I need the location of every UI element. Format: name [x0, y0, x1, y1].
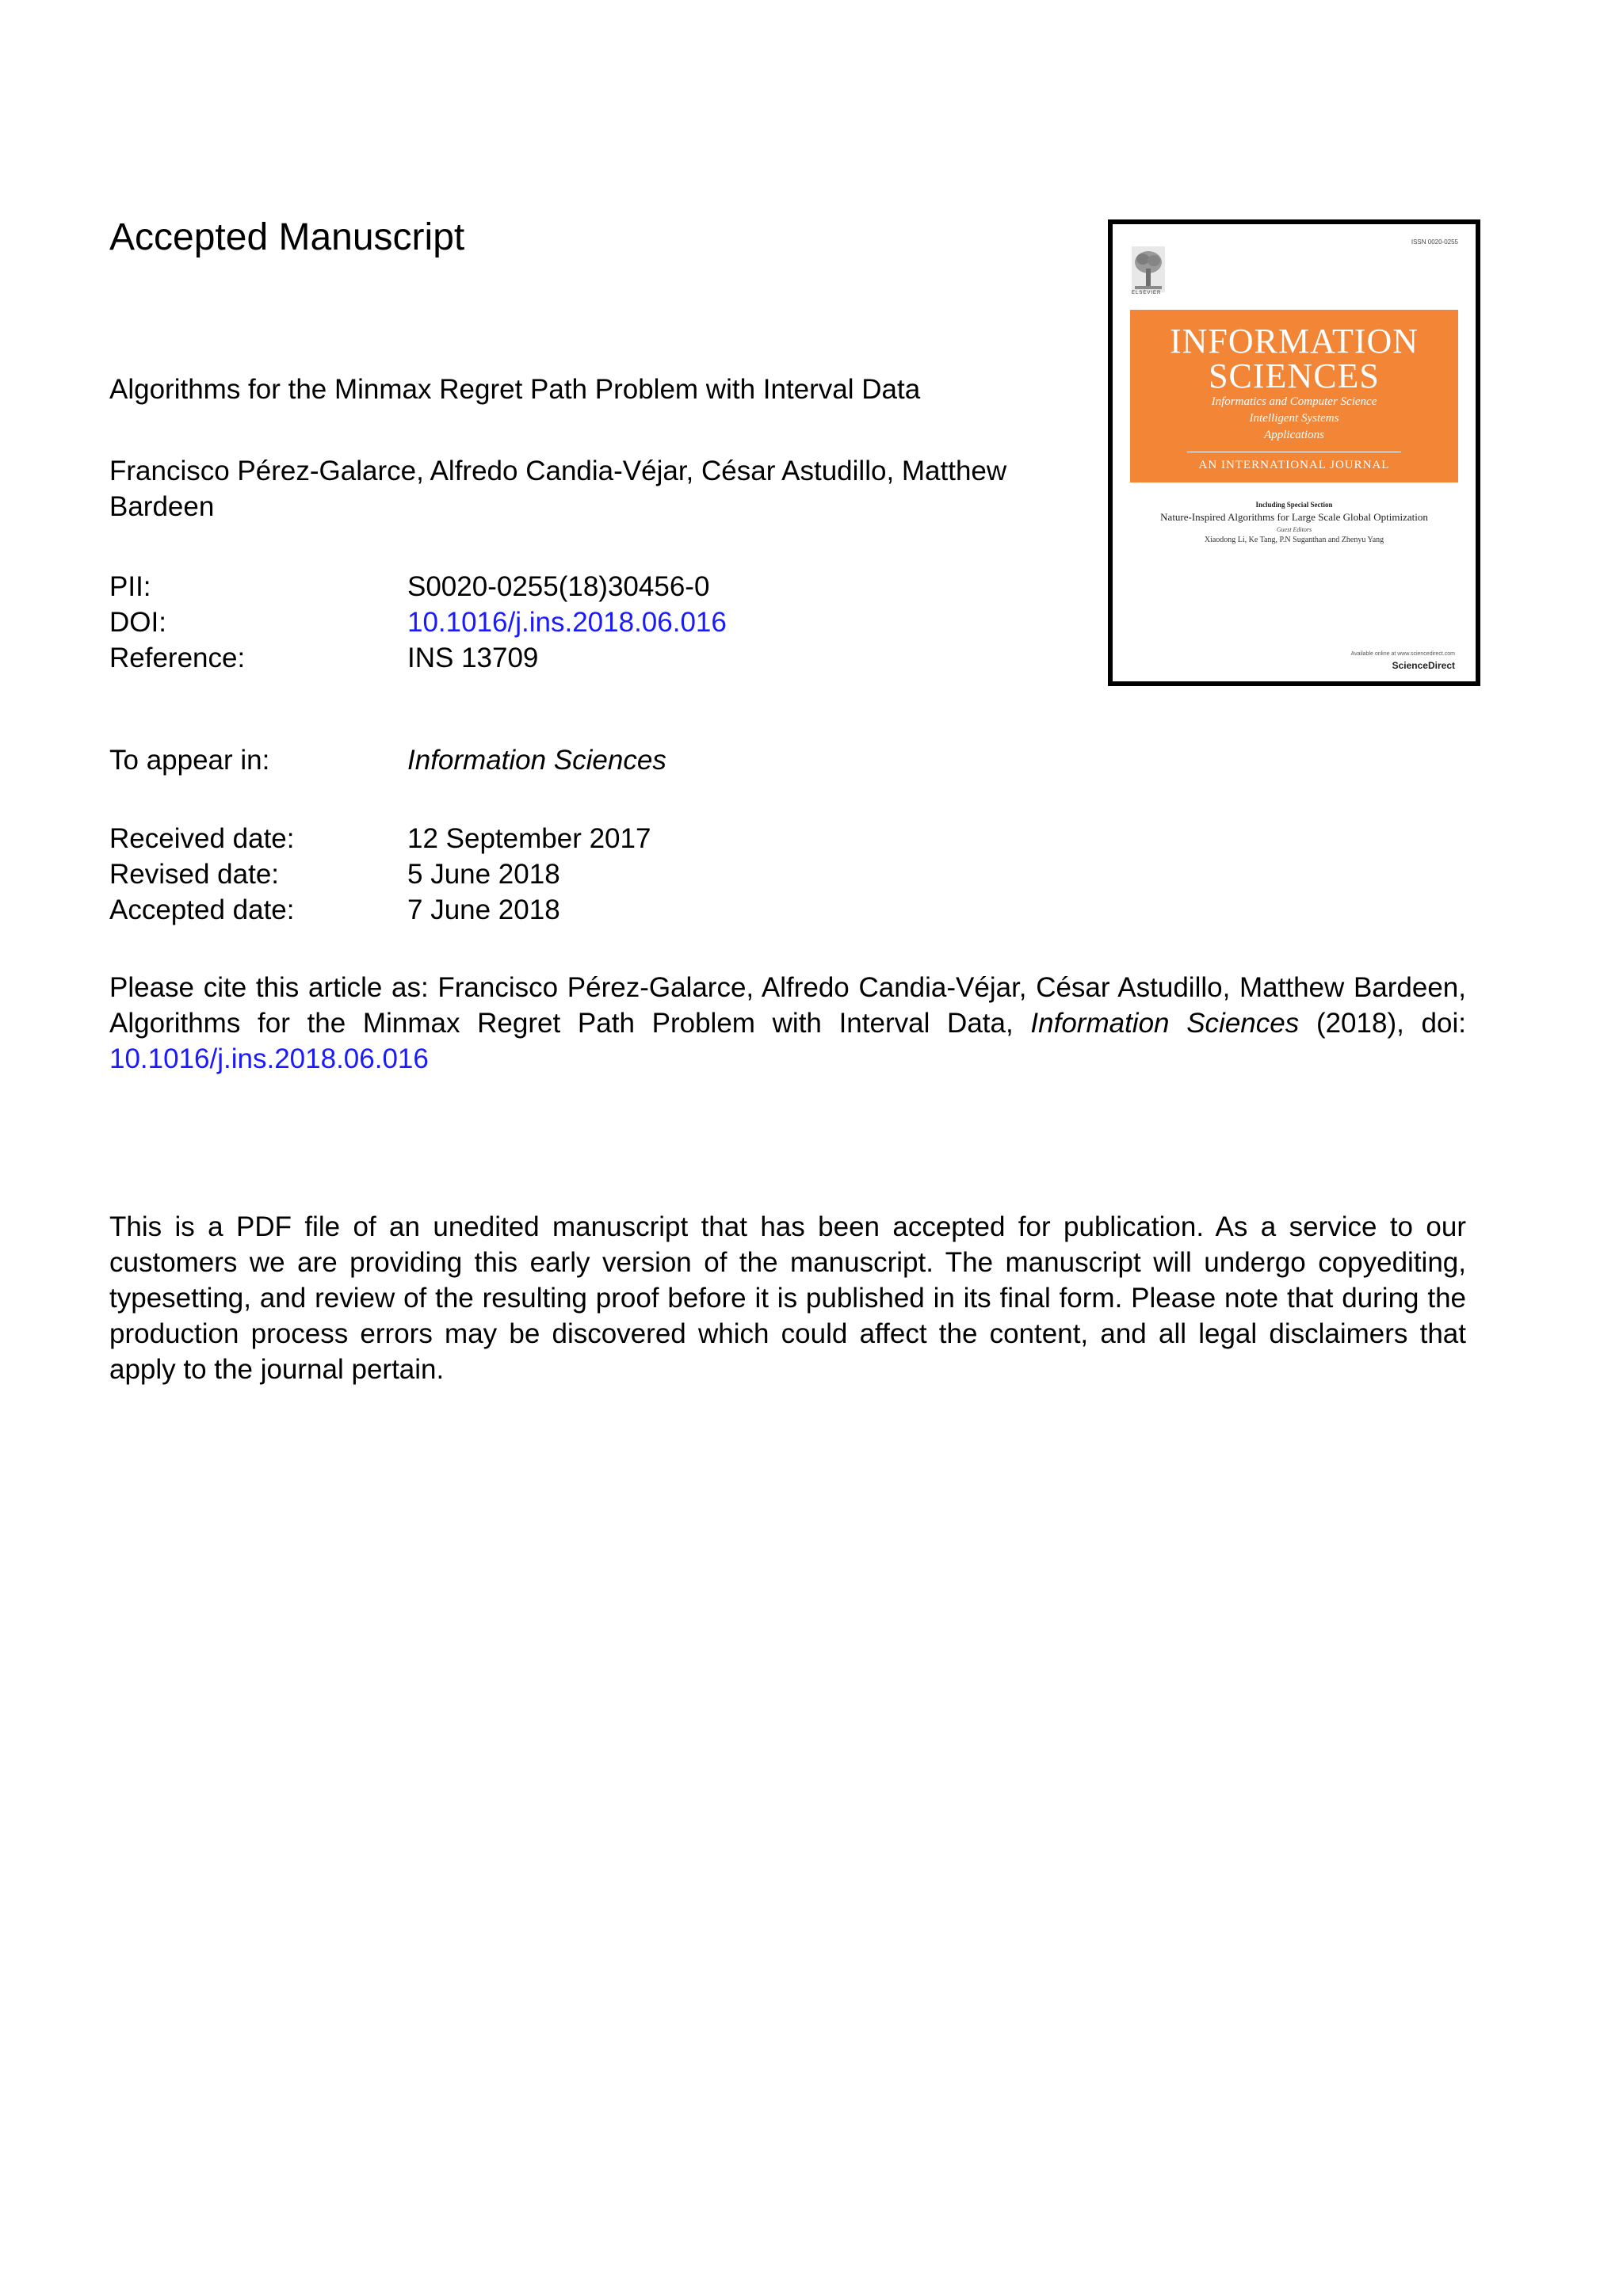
pii-label: PII: — [109, 571, 151, 602]
received-date: 12 September 2017 — [407, 823, 651, 854]
disclaimer: This is a PDF file of an unedited manuscript that has been accepted for publication. As a service to our customers we are providing this early version of the manuscript. The manuscript will undergo copyediting, typesetting, and review of the resulting proof before it is published in its final form. Please note that during the production process errors may be discovered which could affect the content, and all legal disclaimers that apply to the journal pertain. — [109, 1211, 1466, 1385]
reference-value: INS 13709 — [407, 643, 539, 673]
cover-available-online: Available online at www.sciencedirect.com — [1350, 651, 1455, 657]
citation-year-doi: (2018), doi: — [1316, 1008, 1466, 1039]
received-label: Received date: — [109, 823, 295, 854]
cover-title-band — [1130, 310, 1458, 482]
cover-including: Including Special Section — [1255, 501, 1333, 509]
cover-sciencedirect: ScienceDirect — [1392, 660, 1455, 671]
page-heading: Accepted Manuscript — [109, 216, 465, 258]
cover-tagline: AN INTERNATIONAL JOURNAL — [1198, 459, 1390, 471]
revised-label: Revised date: — [109, 859, 280, 890]
accepted-label: Accepted date: — [109, 894, 295, 925]
citation — [109, 970, 1466, 1077]
citation-journal: Information Sciences — [1030, 1008, 1300, 1039]
reference-label: Reference: — [109, 643, 246, 673]
cover-title-line2: SCIENCES — [1209, 357, 1380, 395]
cover-special-section: Nature-Inspired Algorithms for Large Scale Global Optimization — [1160, 511, 1428, 523]
cover-guest-editors-label: Guest Editors — [1276, 526, 1312, 533]
cover-publisher: ELSEVIER — [1132, 291, 1162, 296]
journal-name: Information Sciences — [407, 745, 666, 776]
elsevier-tree-logo — [1132, 246, 1165, 292]
accepted-date: 7 June 2018 — [407, 894, 560, 925]
cover-subtitle-3: Applications — [1264, 429, 1324, 441]
doi-label: DOI: — [109, 607, 166, 638]
journal-cover — [1108, 219, 1480, 686]
cover-subtitle-2: Intelligent Systems — [1249, 412, 1339, 425]
cover-title-line1: INFORMATION — [1169, 322, 1419, 360]
citation-text: Please cite this article as: Francisco Pérez-Galarce, Alfredo Candia-Véjar, César Astudillo, Matthew Bardeen, Algorithms for the Minmax Regret Path Problem with Interval Data, — [109, 972, 1466, 1039]
doi-link[interactable]: 10.1016/j.ins.2018.06.016 — [407, 607, 727, 638]
cover-subtitle-1: Informatics and Computer Science — [1211, 395, 1377, 408]
citation-doi-link[interactable]: 10.1016/j.ins.2018.06.016 — [109, 1043, 429, 1074]
article-title: Algorithms for the Minmax Regret Path Problem with Interval Data — [109, 374, 921, 405]
cover-editors: Xiaodong Li, Ke Tang, P.N Suganthan and Zhenyu Yang — [1204, 536, 1384, 544]
pii-value: S0020-0255(18)30456-0 — [407, 571, 710, 602]
cover-issn: ISSN 0020-0255 — [1411, 238, 1458, 246]
authors: Francisco Pérez-Galarce, Alfredo Candia-Véjar, César Astudillo, Matthew Bardeen — [109, 456, 1007, 522]
appear-label: To appear in: — [109, 745, 270, 776]
revised-date: 5 June 2018 — [407, 859, 560, 890]
